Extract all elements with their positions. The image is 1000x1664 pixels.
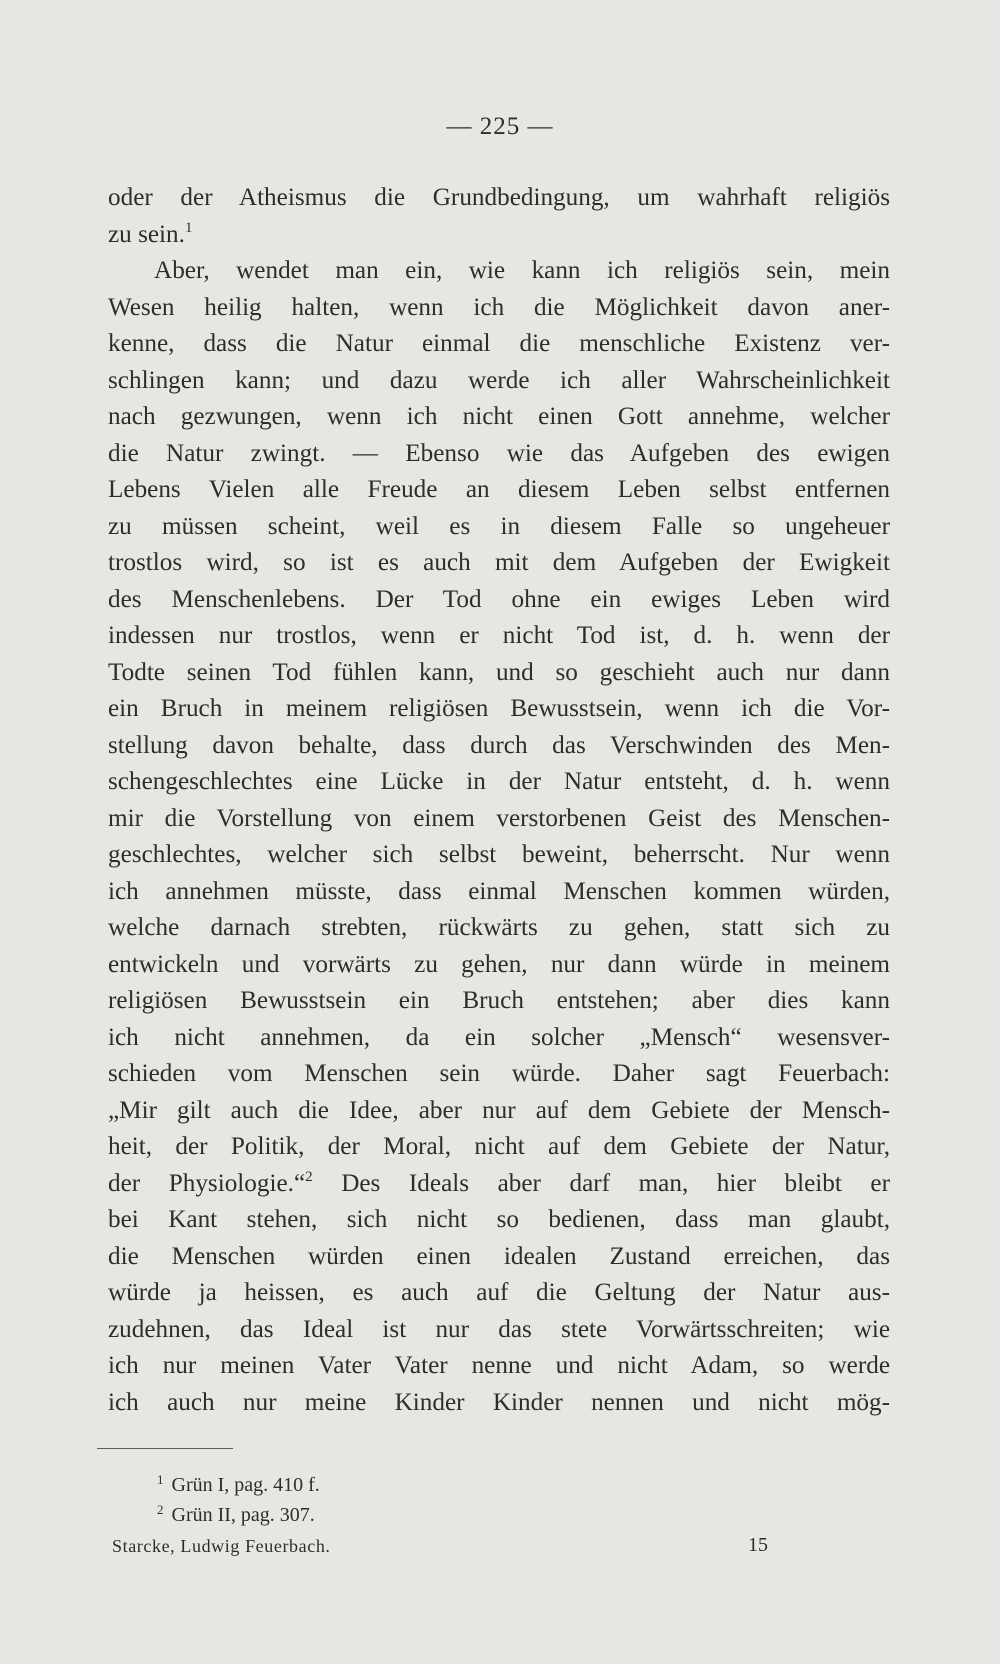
footnotes <box>157 1470 320 1530</box>
text-line: „Mir gilt auch die Idee, aber nur auf dem Gebiete der Mensch- <box>108 1096 890 1124</box>
text-line: welche darnach strebten, rückwärts zu gehen, statt sich zu <box>108 914 890 941</box>
text-line: die Menschen würden einen idealen Zustand erreichen, das <box>108 1242 890 1270</box>
footnote-text: Grün I, pag. 410 f. <box>171 1474 320 1496</box>
text-line: indessen nur trostlos, wenn er nicht Tod ist, d. h. wenn der <box>108 622 890 649</box>
footnote-number: 1 <box>157 1472 164 1487</box>
text-line <box>108 217 890 254</box>
text-line: Wesen heilig halten, wenn ich die Möglichkeit davon aner- <box>108 293 890 321</box>
text-line: des Menschenlebens. Der Tod ohne ein ewiges Leben wird <box>108 585 890 613</box>
footnote <box>157 1470 320 1500</box>
text-fragment: der Physiologie.“ <box>108 1169 306 1197</box>
text-fragment: Des Ideals aber darf man, hier bleibt er <box>312 1169 890 1197</box>
text-line: bei Kant stehen, sich nicht so bedienen, dass man glaubt, <box>108 1206 890 1233</box>
text-line: entwickeln und vorwärts zu gehen, nur dann würde in meinem <box>108 950 890 978</box>
text-line: geschlechtes, welcher sich selbst beweint, beherrscht. Nur wenn <box>108 841 890 868</box>
text-line: nach gezwungen, wenn ich nicht einen Gott annehme, welcher <box>108 403 890 430</box>
body-text <box>108 180 890 1421</box>
text-line: Lebens Vielen alle Freude an diesem Leben selbst entfernen <box>108 476 890 503</box>
text-line: zudehnen, das Ideal ist nur das stete Vorwärtsschreiten; wie <box>108 1315 890 1343</box>
text-line: mir die Vorstellung von einem verstorbenen Geist des Menschen- <box>108 804 890 832</box>
text-line: die Natur zwingt. — Ebenso wie das Aufgeben des ewigen <box>108 439 890 467</box>
text-line: trostlos wird, so ist es auch mit dem Aufgeben der Ewigkeit <box>108 549 890 576</box>
footnote-number: 2 <box>157 1502 164 1517</box>
page-number: — 225 — <box>446 113 554 140</box>
text-line: ich auch nur meine Kinder Kinder nennen und nicht mög- <box>108 1388 890 1416</box>
text-line: ich nicht annehmen, da ein solcher „Mensch“ wesensver- <box>108 1023 890 1051</box>
footnote-mark: 2 <box>305 1168 313 1185</box>
text-line: schieden vom Menschen sein würde. Daher sagt Feuerbach: <box>108 1060 890 1087</box>
text-line: Aber, wendet man ein, wie kann ich religiös sein, mein <box>154 257 890 284</box>
text-line: ich nur meinen Vater Vater nenne und nicht Adam, so werde <box>108 1352 890 1379</box>
text-line: stellung davon behalte, dass durch das Verschwinden des Men- <box>108 731 890 759</box>
text-line: zu müssen scheint, weil es in diesem Falle so ungeheuer <box>108 512 890 540</box>
footnote-divider <box>97 1448 233 1449</box>
text-line: ich annehmen müsste, dass einmal Menschen kommen würden, <box>108 877 890 905</box>
footnote-text: Grün II, pag. 307. <box>171 1504 315 1526</box>
text-line: würde ja heissen, es auch auf die Geltung der Natur aus- <box>108 1279 890 1306</box>
text-line: schengeschlechtes eine Lücke in der Natur entsteht, d. h. wenn <box>108 768 890 795</box>
text-line: Todte seinen Tod fühlen kann, und so geschieht auch nur dann <box>108 658 890 686</box>
text-line: oder der Atheismus die Grundbedingung, um wahrhaft religiös <box>108 184 890 211</box>
text-fragment: zu sein. <box>108 220 185 248</box>
footnote-mark: 1 <box>184 219 193 236</box>
text-line: ein Bruch in meinem religiösen Bewusstsein, wenn ich die Vor- <box>108 695 890 722</box>
text-line: kenne, dass die Natur einmal die menschliche Existenz ver- <box>108 330 890 357</box>
text-line: schlingen kann; und dazu werde ich aller Wahrscheinlichkeit <box>108 366 890 394</box>
text-line: heit, der Politik, der Moral, nicht auf dem Gebiete der Natur, <box>108 1133 890 1160</box>
footnote <box>157 1500 320 1530</box>
text-line <box>108 1166 890 1203</box>
sheet-number: 15 <box>748 1534 768 1556</box>
text-line: religiösen Bewusstsein ein Bruch entstehen; aber dies kann <box>108 987 890 1014</box>
printer-signature: Starcke, Ludwig Feuerbach. <box>112 1536 331 1556</box>
